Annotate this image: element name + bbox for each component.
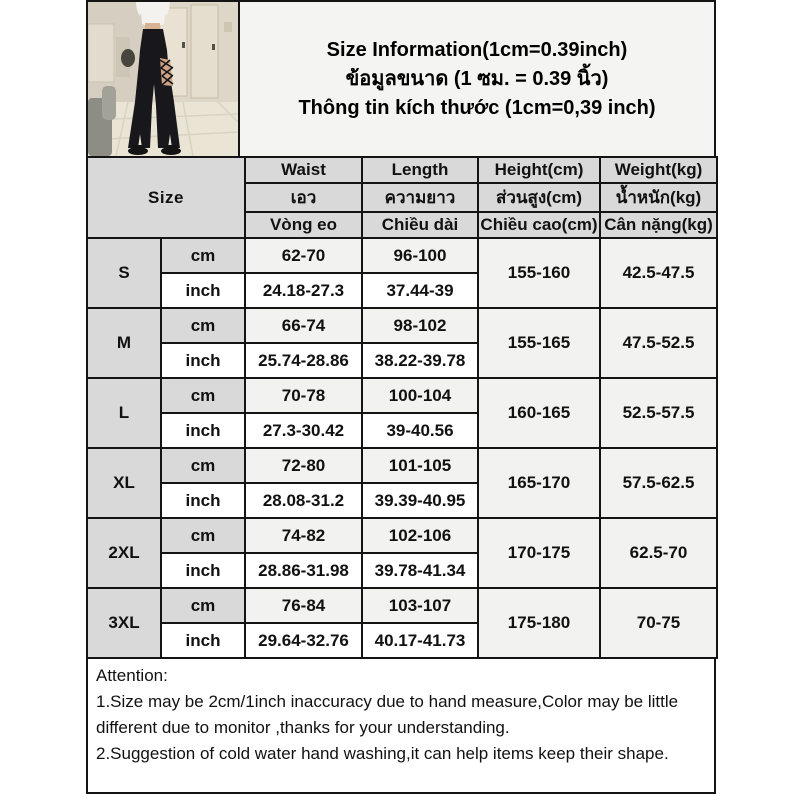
col-header-weight-vi: Cân nặng(kg) [600, 212, 717, 238]
length-inch-s: 37.44-39 [362, 273, 478, 308]
unit-label-cm: cm [161, 238, 245, 273]
col-header-length-vi: Chiều dài [362, 212, 478, 238]
waist-inch-m: 25.74-28.86 [245, 343, 362, 378]
size-label-l: L [87, 378, 161, 448]
col-header-height-vi: Chiều cao(cm) [478, 212, 600, 238]
height-2xl: 170-175 [478, 518, 600, 588]
height-3xl: 175-180 [478, 588, 600, 658]
length-cm-l: 100-104 [362, 378, 478, 413]
title-line-vi: Thông tin kích thước (1cm=0,39 inch) [298, 97, 656, 119]
length-inch-3xl: 40.17-41.73 [362, 623, 478, 658]
height-s: 155-160 [478, 238, 600, 308]
unit-label-inch: inch [161, 413, 245, 448]
header-row-en [87, 157, 717, 183]
size-label-s: S [87, 238, 161, 308]
size-table [86, 156, 718, 659]
table-row-m-cm [87, 308, 717, 343]
height-l: 160-165 [478, 378, 600, 448]
table-row-xl-cm [87, 448, 717, 483]
unit-label-inch: inch [161, 343, 245, 378]
length-inch-l: 39-40.56 [362, 413, 478, 448]
size-header-cell: Size [87, 157, 245, 238]
table-row-3xl-cm [87, 588, 717, 623]
col-header-weight: Weight(kg) [600, 157, 717, 183]
waist-inch-2xl: 28.86-31.98 [245, 553, 362, 588]
unit-label-cm: cm [161, 308, 245, 343]
weight-xl: 57.5-62.5 [600, 448, 717, 518]
waist-inch-l: 27.3-30.42 [245, 413, 362, 448]
waist-cm-s: 62-70 [245, 238, 362, 273]
col-header-waist-vi: Vòng eo [245, 212, 362, 238]
unit-label-inch: inch [161, 553, 245, 588]
waist-inch-s: 24.18-27.3 [245, 273, 362, 308]
unit-label-cm: cm [161, 588, 245, 623]
table-row-l-cm [87, 378, 717, 413]
waist-cm-l: 70-78 [245, 378, 362, 413]
col-header-length: Length [362, 157, 478, 183]
size-chart-content [86, 0, 716, 794]
waist-cm-2xl: 74-82 [245, 518, 362, 553]
length-inch-m: 38.22-39.78 [362, 343, 478, 378]
weight-3xl: 70-75 [600, 588, 717, 658]
size-label-2xl: 2XL [87, 518, 161, 588]
length-inch-xl: 39.39-40.95 [362, 483, 478, 518]
unit-label-cm: cm [161, 448, 245, 483]
title-line-th: ข้อมูลขนาด (1 ซม. = 0.39 นิ้ว) [345, 68, 609, 90]
table-row-s-cm [87, 238, 717, 273]
waist-cm-3xl: 76-84 [245, 588, 362, 623]
col-header-length-th: ความยาว [362, 183, 478, 212]
length-inch-2xl: 39.78-41.34 [362, 553, 478, 588]
length-cm-s: 96-100 [362, 238, 478, 273]
weight-m: 47.5-52.5 [600, 308, 717, 378]
top-section [86, 0, 716, 158]
length-cm-xl: 101-105 [362, 448, 478, 483]
title-line-en: Size Information(1cm=0.39inch) [326, 39, 628, 61]
product-photo-illustration [88, 2, 238, 156]
size-label-m: M [87, 308, 161, 378]
weight-l: 52.5-57.5 [600, 378, 717, 448]
unit-label-inch: inch [161, 273, 245, 308]
attention-note-1: 1.Size may be 2cm/1inch inaccuracy due to hand measure,Color may be little different due to monitor ,thanks for your understanding. [96, 692, 679, 737]
waist-inch-xl: 28.08-31.2 [245, 483, 362, 518]
waist-inch-3xl: 29.64-32.76 [245, 623, 362, 658]
height-xl: 165-170 [478, 448, 600, 518]
length-cm-2xl: 102-106 [362, 518, 478, 553]
unit-label-inch: inch [161, 623, 245, 658]
col-header-height-th: ส่วนสูง(cm) [478, 183, 600, 212]
weight-s: 42.5-47.5 [600, 238, 717, 308]
height-m: 155-165 [478, 308, 600, 378]
size-information-title [240, 0, 716, 158]
waist-cm-m: 66-74 [245, 308, 362, 343]
attention-box [86, 657, 716, 794]
attention-title: Attention: [96, 666, 168, 685]
size-label-xl: XL [87, 448, 161, 518]
length-cm-m: 98-102 [362, 308, 478, 343]
col-header-weight-th: น้ำหนัก(kg) [600, 183, 717, 212]
attention-note-2: 2.Suggestion of cold water hand washing,it can help items keep their shape. [96, 744, 669, 763]
col-header-waist: Waist [245, 157, 362, 183]
unit-label-cm: cm [161, 518, 245, 553]
weight-2xl: 62.5-70 [600, 518, 717, 588]
col-header-height: Height(cm) [478, 157, 600, 183]
size-label-3xl: 3XL [87, 588, 161, 658]
product-photo [86, 0, 240, 158]
table-row-2xl-cm [87, 518, 717, 553]
waist-cm-xl: 72-80 [245, 448, 362, 483]
length-cm-3xl: 103-107 [362, 588, 478, 623]
unit-label-inch: inch [161, 483, 245, 518]
col-header-waist-th: เอว [245, 183, 362, 212]
unit-label-cm: cm [161, 378, 245, 413]
